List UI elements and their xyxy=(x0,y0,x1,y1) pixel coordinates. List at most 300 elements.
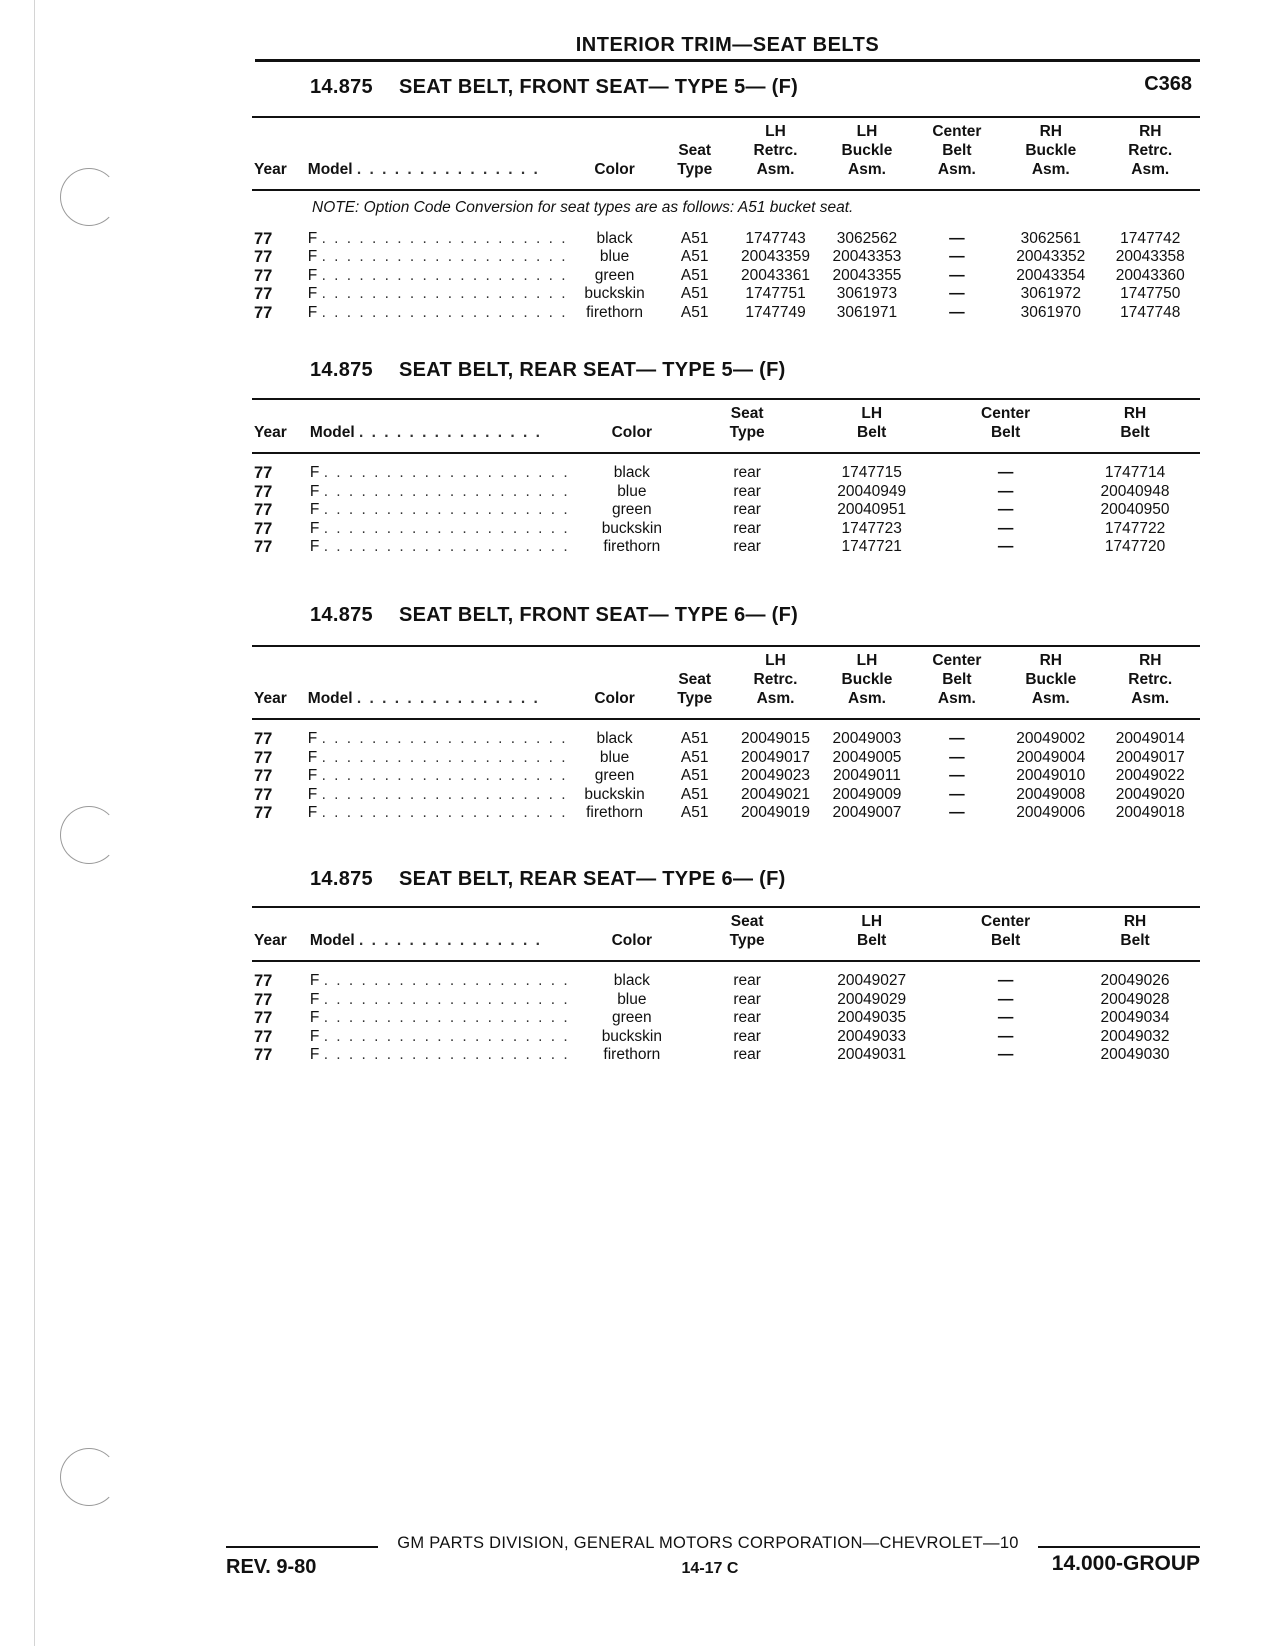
column-header-rh-belt xyxy=(1070,399,1200,453)
cell-value: black xyxy=(613,464,650,481)
cell-color xyxy=(572,501,692,520)
cell-year xyxy=(252,248,306,267)
column-header-center-belt xyxy=(913,646,1001,719)
cell-value: blue xyxy=(617,482,647,500)
cell-center-belt xyxy=(941,961,1070,991)
cell-year xyxy=(252,501,308,520)
cell-color xyxy=(572,961,692,991)
cell-value: F xyxy=(309,519,320,537)
cell-rh-retrc xyxy=(1101,304,1200,323)
header-line: Type xyxy=(677,161,713,178)
cell-year xyxy=(252,767,306,786)
cell-value: green xyxy=(612,1009,652,1026)
cell-value: 20049028 xyxy=(1100,990,1170,1008)
cell-value: 3062561 xyxy=(1020,229,1081,247)
cell-model xyxy=(306,304,570,323)
header-leader-dots: . . . . . . . . . . . . . . . xyxy=(356,690,540,707)
cell-rh-retrc xyxy=(1101,230,1200,249)
cell-center-belt xyxy=(941,520,1070,539)
header-line: Belt xyxy=(942,142,972,159)
cell-rh-buckle xyxy=(1001,749,1100,768)
cell-center-belt xyxy=(941,1009,1070,1028)
cell-lh-belt xyxy=(802,453,941,483)
leader-dots: . . . . . . . . . . . . . . . . . . . . xyxy=(321,785,568,803)
header-line: Retrc. xyxy=(1128,671,1173,688)
cell-color xyxy=(572,520,692,539)
header-line: Belt xyxy=(857,424,887,441)
cell-seat-type xyxy=(692,1028,802,1047)
cell-value: — xyxy=(997,1046,1014,1063)
header-label: Model xyxy=(309,932,355,949)
header-line: Buckle xyxy=(841,142,893,159)
cell-value: F xyxy=(307,248,318,265)
parts-table-rear-type5 xyxy=(252,398,1200,557)
cell-value: 20043353 xyxy=(832,248,902,265)
cell-value: 20049017 xyxy=(1115,748,1185,766)
header-line: LH xyxy=(861,913,883,930)
cell-year xyxy=(252,520,308,539)
column-header-rh-retrc xyxy=(1101,646,1200,719)
cell-color xyxy=(570,786,660,805)
header-line: LH xyxy=(765,652,786,669)
header-line: Type xyxy=(729,424,765,441)
cell-value: — xyxy=(949,248,965,265)
cell-value: 20043359 xyxy=(741,248,810,265)
section-number: 14.875 xyxy=(310,868,373,890)
cell-center-belt xyxy=(913,749,1001,768)
cell-lh-buckle xyxy=(821,230,912,249)
cell-value: 77 xyxy=(254,972,273,990)
cell-value: — xyxy=(949,266,965,284)
table-row xyxy=(252,767,1200,786)
cell-model xyxy=(306,248,570,267)
leader-dots: . . . . . . . . . . . . . . . . . . . . xyxy=(323,464,570,481)
column-header-model xyxy=(308,907,572,961)
cell-value: 20049006 xyxy=(1016,804,1086,821)
cell-rh-retrc xyxy=(1101,804,1200,823)
cell-lh-belt xyxy=(802,501,941,520)
cell-value: 1747714 xyxy=(1104,464,1166,481)
cell-rh-belt xyxy=(1070,1046,1200,1065)
leader-dots: . . . . . . . . . . . . . . . . . . . . xyxy=(323,990,570,1008)
column-header-seat-type xyxy=(692,399,802,453)
cell-rh-retrc xyxy=(1101,285,1200,304)
table-row xyxy=(252,501,1200,520)
cell-lh-belt xyxy=(802,1009,941,1028)
header-line: Type xyxy=(729,932,765,949)
cell-color xyxy=(572,1009,692,1028)
cell-value: 20049014 xyxy=(1115,730,1185,747)
cell-value: 3061970 xyxy=(1020,303,1081,321)
header-line: Seat xyxy=(730,405,764,422)
cell-value: 1747749 xyxy=(745,303,806,321)
cell-value: F xyxy=(307,785,318,803)
section-code: C368 xyxy=(1144,73,1192,95)
table-row xyxy=(252,749,1200,768)
cell-value: 20049033 xyxy=(837,1027,907,1045)
cell-lh-retrc xyxy=(730,285,821,304)
cell-model xyxy=(308,1028,572,1047)
cell-year xyxy=(252,267,306,286)
cell-lh-belt xyxy=(802,520,941,539)
cell-value: 20049018 xyxy=(1115,804,1185,821)
cell-value: 3061971 xyxy=(836,303,898,321)
cell-value: F xyxy=(307,285,318,302)
cell-lh-belt xyxy=(802,991,941,1010)
section-title: SEAT BELT, FRONT SEAT— TYPE 5— (F) xyxy=(398,76,799,98)
cell-value: 20049004 xyxy=(1016,748,1086,766)
cell-lh-buckle xyxy=(821,786,912,805)
cell-rh-buckle xyxy=(1001,230,1100,249)
column-header-seat-type xyxy=(660,646,730,719)
cell-lh-buckle xyxy=(821,267,912,286)
column-header-lh-belt xyxy=(802,399,941,453)
cell-lh-buckle xyxy=(821,749,912,768)
cell-model xyxy=(306,719,570,749)
cell-value: 1747723 xyxy=(841,519,902,537)
cell-year xyxy=(252,285,306,304)
table-row xyxy=(252,1028,1200,1047)
cell-value: — xyxy=(949,748,965,766)
page-edge-line xyxy=(34,0,35,1646)
header-line: Seat xyxy=(730,913,764,930)
leader-dots: . . . . . . . . . . . . . . . . . . . . xyxy=(321,303,568,321)
header-line: LH xyxy=(856,652,878,669)
cell-value: 77 xyxy=(254,1046,273,1064)
header-line: Belt xyxy=(990,932,1021,949)
cell-color xyxy=(572,453,692,483)
column-header-model xyxy=(308,399,572,453)
table-row xyxy=(252,1009,1200,1028)
cell-value: 77 xyxy=(254,730,273,748)
cell-value: 20049008 xyxy=(1016,785,1086,803)
header-line: Asm. xyxy=(937,161,976,178)
cell-rh-belt xyxy=(1070,1009,1200,1028)
cell-center-belt xyxy=(913,767,1001,786)
table-row xyxy=(252,804,1200,823)
cell-seat-type xyxy=(660,267,730,286)
cell-model xyxy=(306,749,570,768)
cell-lh-retrc xyxy=(730,786,821,805)
cell-value: rear xyxy=(733,1027,761,1045)
footer-page-number: 14-17 C xyxy=(681,1560,739,1577)
table-note: NOTE: Option Code Conversion for seat types are as follows: A51 bucket seat. xyxy=(312,199,854,216)
column-header-lh-buckle xyxy=(821,646,912,719)
cell-seat-type xyxy=(660,719,730,749)
cell-value: — xyxy=(949,303,965,321)
header-line: Buckle xyxy=(841,671,893,688)
cell-value: F xyxy=(309,464,320,481)
cell-rh-buckle xyxy=(1001,804,1100,823)
cell-value: 20049005 xyxy=(832,748,902,766)
column-header-seat-type xyxy=(692,907,802,961)
header-line: Asm. xyxy=(756,690,795,707)
cell-value: A51 xyxy=(680,804,709,821)
cell-value: 1747720 xyxy=(1104,538,1166,555)
cell-value: A51 xyxy=(680,248,709,265)
column-header-color xyxy=(572,399,692,453)
cell-value: A51 xyxy=(680,748,709,766)
cell-value: — xyxy=(997,464,1014,481)
cell-rh-retrc xyxy=(1101,267,1200,286)
header-line: Belt xyxy=(1120,932,1150,949)
leader-dots: . . . . . . . . . . . . . . . . . . . . xyxy=(323,482,570,500)
cell-value: firethorn xyxy=(603,1046,661,1063)
cell-value: 77 xyxy=(254,804,273,822)
cell-rh-belt xyxy=(1070,520,1200,539)
cell-value: rear xyxy=(733,1009,761,1026)
cell-center-belt xyxy=(913,786,1001,805)
header-leader-dots: . . . . . . . . . . . . . . . xyxy=(356,161,540,178)
header-line: Center xyxy=(981,913,1031,930)
header-line: LH xyxy=(765,123,786,140)
cell-value: 77 xyxy=(254,519,273,538)
parts-table-front-type6 xyxy=(252,645,1200,823)
cell-model xyxy=(308,453,572,483)
parts-table-rear-type6 xyxy=(252,906,1200,1065)
title-rule xyxy=(255,59,1200,62)
table-row xyxy=(252,285,1200,304)
cell-year xyxy=(252,483,308,502)
cell-value: buckskin xyxy=(601,519,662,537)
cell-value: green xyxy=(594,767,635,784)
cell-year xyxy=(252,1028,308,1047)
cell-rh-belt xyxy=(1070,961,1200,991)
cell-color xyxy=(570,230,660,249)
leader-dots: . . . . . . . . . . . . . . . . . . . . xyxy=(323,1009,570,1026)
cell-value: 20049021 xyxy=(741,785,810,803)
header-leader-dots: . . . . . . . . . . . . . . . xyxy=(359,424,542,441)
parts-table-front-type5 xyxy=(252,116,1200,322)
cell-rh-buckle xyxy=(1001,719,1100,749)
header-line: RH xyxy=(1123,405,1147,422)
cell-year xyxy=(252,538,308,557)
section-title: SEAT BELT, REAR SEAT— TYPE 5— (F) xyxy=(398,359,786,381)
cell-value: A51 xyxy=(680,229,709,247)
cell-value: F xyxy=(307,748,318,766)
cell-model xyxy=(306,767,570,786)
cell-value: 20049015 xyxy=(741,730,810,747)
cell-rh-belt xyxy=(1070,991,1200,1010)
column-header-seat-type xyxy=(660,117,730,190)
footer-revision: REV. 9-80 xyxy=(226,1556,317,1578)
cell-value: 77 xyxy=(254,229,273,248)
leader-dots: . . . . . . . . . . . . . . . . . . . . xyxy=(323,1046,570,1063)
column-header-rh-retrc xyxy=(1101,117,1200,190)
leader-dots: . . . . . . . . . . . . . . . . . . . . xyxy=(321,804,568,821)
header-label: Model xyxy=(307,161,353,178)
cell-value: 1747722 xyxy=(1104,519,1166,537)
header-label: Color xyxy=(611,932,653,949)
leader-dots: . . . . . . . . . . . . . . . . . . . . xyxy=(323,519,570,537)
cell-value: — xyxy=(997,519,1014,537)
cell-value: F xyxy=(307,804,318,821)
cell-value: 20049007 xyxy=(832,804,902,821)
cell-model xyxy=(308,483,572,502)
header-line: RH xyxy=(1039,123,1062,140)
cell-value: 1747721 xyxy=(841,538,902,555)
table-row xyxy=(252,786,1200,805)
header-line: Asm. xyxy=(1131,690,1170,707)
column-header-lh-buckle xyxy=(821,117,912,190)
cell-value: blue xyxy=(617,990,647,1008)
cell-value: F xyxy=(307,730,318,747)
table-row xyxy=(252,1046,1200,1065)
cell-value: blue xyxy=(599,748,630,766)
cell-value: 77 xyxy=(254,538,273,556)
leader-dots: . . . . . . . . . . . . . . . . . . . . xyxy=(323,972,570,989)
cell-center-belt xyxy=(941,991,1070,1010)
footer-rule-left xyxy=(226,1546,378,1548)
cell-value: rear xyxy=(733,482,761,500)
leader-dots: . . . . . . . . . . . . . . . . . . . . xyxy=(321,248,568,265)
cell-value: firethorn xyxy=(586,303,643,321)
header-line: Asm. xyxy=(1131,161,1170,178)
cell-value: firethorn xyxy=(603,538,661,555)
cell-color xyxy=(570,285,660,304)
column-header-model xyxy=(306,117,570,190)
cell-color xyxy=(570,304,660,323)
cell-value: 20049011 xyxy=(833,767,901,784)
leader-dots: . . . . . . . . . . . . . . . . . . . . xyxy=(321,266,568,284)
cell-value: 1747742 xyxy=(1120,229,1181,247)
cell-center-belt xyxy=(941,501,1070,520)
cell-value: 20049030 xyxy=(1100,1046,1170,1063)
header-line: Asm. xyxy=(937,690,976,707)
cell-rh-retrc xyxy=(1101,248,1200,267)
cell-rh-retrc xyxy=(1101,767,1200,786)
cell-value: F xyxy=(309,990,320,1008)
cell-value: — xyxy=(997,1027,1014,1045)
cell-rh-belt xyxy=(1070,453,1200,483)
cell-value: 77 xyxy=(254,266,273,285)
cell-lh-retrc xyxy=(730,749,821,768)
header-line: LH xyxy=(861,405,883,422)
cell-year xyxy=(252,804,306,823)
cell-value: rear xyxy=(733,501,761,518)
column-header-rh-buckle xyxy=(1001,646,1100,719)
section-heading xyxy=(310,868,786,891)
cell-year xyxy=(252,961,308,991)
header-line: Asm. xyxy=(1031,690,1070,707)
cell-value: firethorn xyxy=(586,804,643,821)
cell-value: 20040949 xyxy=(837,482,907,500)
cell-model xyxy=(306,267,570,286)
cell-lh-retrc xyxy=(730,304,821,323)
cell-center-belt xyxy=(941,1046,1070,1065)
cell-seat-type xyxy=(660,804,730,823)
cell-seat-type xyxy=(692,1046,802,1065)
cell-value: 1747715 xyxy=(841,464,902,481)
footer-group: 14.000-GROUP xyxy=(1051,1552,1200,1575)
cell-center-belt xyxy=(913,285,1001,304)
table-row xyxy=(252,520,1200,539)
footer-rule-right xyxy=(1038,1546,1200,1548)
header-line: Center xyxy=(981,405,1031,422)
cell-model xyxy=(308,538,572,557)
cell-value: 77 xyxy=(254,285,273,303)
leader-dots: . . . . . . . . . . . . . . . . . . . . xyxy=(321,730,568,747)
table-row xyxy=(252,453,1200,483)
cell-color xyxy=(572,538,692,557)
cell-seat-type xyxy=(660,749,730,768)
leader-dots: . . . . . . . . . . . . . . . . . . . . xyxy=(321,229,568,247)
cell-value: 20043361 xyxy=(741,266,810,284)
cell-lh-buckle xyxy=(821,767,912,786)
leader-dots: . . . . . . . . . . . . . . . . . . . . xyxy=(323,538,570,555)
cell-value: 20049031 xyxy=(837,1046,907,1063)
header-line: Center xyxy=(932,123,982,140)
cell-value: — xyxy=(949,767,965,784)
cell-lh-buckle xyxy=(821,719,912,749)
cell-year xyxy=(252,1046,308,1065)
column-header-rh-buckle xyxy=(1001,117,1100,190)
cell-lh-retrc xyxy=(730,230,821,249)
section-title: SEAT BELT, FRONT SEAT— TYPE 6— (F) xyxy=(398,604,799,626)
cell-model xyxy=(306,285,570,304)
cell-seat-type xyxy=(692,501,802,520)
cell-color xyxy=(570,804,660,823)
cell-center-belt xyxy=(913,267,1001,286)
cell-value: 77 xyxy=(254,303,273,322)
cell-value: 20040948 xyxy=(1100,482,1170,500)
table-row xyxy=(252,961,1200,991)
header-line: Belt xyxy=(942,671,972,688)
cell-model xyxy=(308,961,572,991)
cell-lh-belt xyxy=(802,961,941,991)
cell-lh-belt xyxy=(802,1046,941,1065)
cell-value: 20049010 xyxy=(1016,767,1086,784)
header-line: RH xyxy=(1123,913,1147,930)
cell-seat-type xyxy=(692,520,802,539)
cell-value: buckskin xyxy=(584,285,645,302)
header-line: Center xyxy=(932,652,982,669)
cell-lh-belt xyxy=(802,1028,941,1047)
header-line: RH xyxy=(1039,652,1062,669)
cell-seat-type xyxy=(660,248,730,267)
cell-model xyxy=(308,501,572,520)
cell-value: 20043354 xyxy=(1016,266,1086,284)
cell-seat-type xyxy=(660,304,730,323)
cell-seat-type xyxy=(692,991,802,1010)
leader-dots: . . . . . . . . . . . . . . . . . . . . xyxy=(321,285,568,302)
cell-value: — xyxy=(997,538,1014,555)
header-line: Type xyxy=(677,690,713,707)
cell-seat-type xyxy=(692,483,802,502)
column-header-model xyxy=(306,646,570,719)
cell-value: 20049026 xyxy=(1100,972,1170,989)
cell-value: F xyxy=(309,1009,320,1026)
cell-value: A51 xyxy=(680,285,709,302)
header-line: RH xyxy=(1139,123,1162,140)
cell-value: green xyxy=(594,266,635,284)
cell-value: 77 xyxy=(254,1009,273,1027)
column-header-color xyxy=(570,646,660,719)
header-leader-dots: . . . . . . . . . . . . . . . xyxy=(359,932,542,949)
cell-value: 1747748 xyxy=(1120,303,1181,321)
punch-hole-middle xyxy=(60,806,118,864)
leader-dots: . . . . . . . . . . . . . . . . . . . . xyxy=(323,501,570,518)
header-line: Asm. xyxy=(1031,161,1070,178)
cell-value: 20040951 xyxy=(837,501,907,518)
leader-dots: . . . . . . . . . . . . . . . . . . . . xyxy=(323,1027,570,1045)
cell-color xyxy=(572,1046,692,1065)
cell-value: 1747751 xyxy=(745,285,806,302)
header-line: Retrc. xyxy=(753,142,798,159)
header-label: Color xyxy=(594,161,635,178)
header-row xyxy=(252,117,1200,190)
cell-seat-type xyxy=(660,786,730,805)
